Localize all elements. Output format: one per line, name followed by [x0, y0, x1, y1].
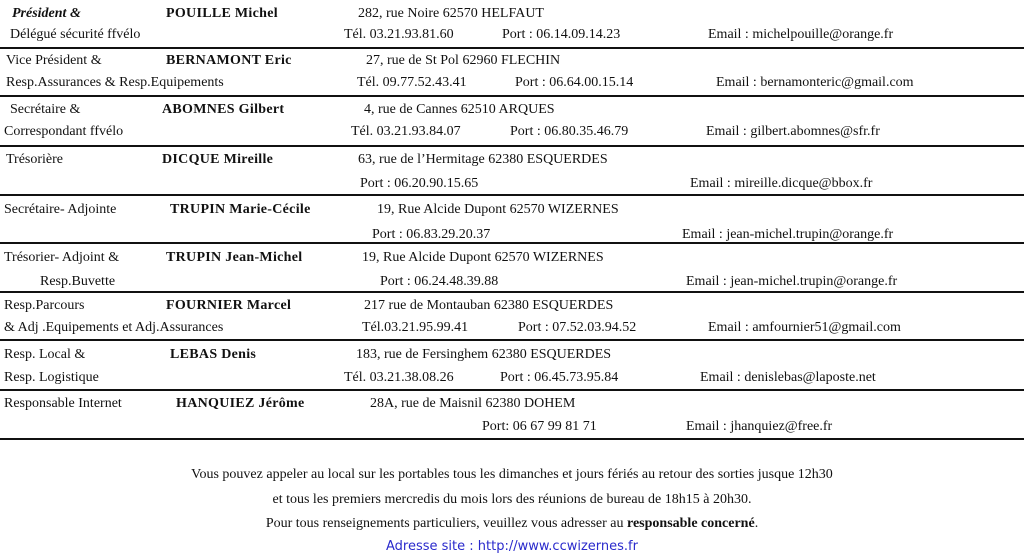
contact-row-trupin-marie-cecile: [0, 196, 1024, 244]
contact-name: BERNAMONT Eric: [166, 53, 292, 68]
contact-email: Email : jean-michel.trupin@orange.fr: [682, 227, 894, 242]
contact-row-bernamont: [0, 49, 1024, 97]
contact-phone: Tél.03.21.95.99.41: [362, 320, 469, 335]
contact-role-line1: Responsable Internet: [4, 396, 122, 411]
contact-address: 282, rue Noire 62570 HELFAUT: [358, 6, 544, 21]
contact-name: POUILLE Michel: [166, 6, 278, 21]
contact-mobile: Port : 06.14.09.14.23: [502, 27, 621, 42]
footer-line-3-end: .: [754, 516, 759, 531]
contact-address: 183, rue de Fersinghem 62380 ESQUERDES: [356, 347, 612, 362]
contact-name: LEBAS Denis: [170, 347, 257, 362]
contact-mobile: Port : 06.80.35.46.79: [510, 124, 629, 139]
contact-address: 27, rue de St Pol 62960 FLECHIN: [366, 53, 561, 68]
contact-mobile: Port : 06.45.73.95.84: [500, 370, 619, 385]
contact-role-line2: Resp.Buvette: [40, 274, 116, 289]
contact-role-line1: Resp.Parcours: [4, 298, 85, 313]
footer-line-3-emphasis: responsable concerné: [627, 516, 755, 531]
contact-email: Email : jhanquiez@free.fr: [686, 419, 833, 434]
footer-line-2: et tous les premiers mercredis du mois lors des réunions de bureau de 18h15 à 20h30.: [272, 492, 752, 507]
site-address-link[interactable]: Adresse site : http://www.ccwizernes.fr: [386, 539, 638, 554]
contact-name: ABOMNES Gilbert: [162, 102, 285, 117]
contact-mobile: Port : 06.64.00.15.14: [515, 75, 634, 90]
contact-role-line2: & Adj .Equipements et Adj.Assurances: [4, 320, 224, 335]
contact-email: Email : amfournier51@gmail.com: [708, 320, 901, 335]
contact-mobile: Port : 06.24.48.39.88: [380, 274, 499, 289]
contact-mobile: Port : 07.52.03.94.52: [518, 320, 637, 335]
contact-row-pouille: [0, 0, 1024, 49]
contact-email: Email : michelpouille@orange.fr: [708, 27, 894, 42]
contact-phone: Tél. 03.21.93.84.07: [351, 124, 461, 139]
contact-mobile: Port : 06.20.90.15.65: [360, 176, 479, 191]
contact-name: HANQUIEZ Jérôme: [176, 396, 305, 411]
contact-role-line1: Trésorier- Adjoint &: [4, 250, 120, 265]
contact-role-line1: Secrétaire &: [10, 102, 81, 117]
contact-address: 63, rue de l’Hermitage 62380 ESQUERDES: [358, 152, 608, 167]
contact-role-line2: Correspondant ffvélo: [4, 124, 124, 139]
footer-line-1: Vous pouvez appeler au local sur les portables tous les dimanches et jours fériés au retour des sorties jusque 12h30: [191, 467, 833, 482]
footer-line-3: [0, 516, 1024, 532]
contact-email: Email : gilbert.abomnes@sfr.fr: [706, 124, 880, 139]
contact-mobile: Port: 06 67 99 81 71: [482, 419, 597, 434]
contact-role-line2: Resp. Logistique: [4, 370, 99, 385]
contact-phone: Tél. 03.21.38.08.26: [344, 370, 454, 385]
contact-role-line1: Vice Président &: [6, 53, 102, 68]
contact-mobile: Port : 06.83.29.20.37: [372, 227, 491, 242]
contact-name: TRUPIN Marie-Cécile: [170, 202, 311, 217]
contact-row-dicque: [0, 147, 1024, 196]
contact-name: TRUPIN Jean-Michel: [166, 250, 303, 265]
footer-notice: [0, 440, 1024, 559]
contact-email: Email : jean-michel.trupin@orange.fr: [686, 274, 898, 289]
contact-address: 28A, rue de Maisnil 62380 DOHEM: [370, 396, 576, 411]
contact-role-line1: Resp. Local &: [4, 347, 86, 362]
contact-row-fournier: [0, 293, 1024, 341]
footer-line-3-text: Pour tous renseignements particuliers, veuillez vous adresser au: [265, 516, 627, 531]
contact-address: 217 rue de Montauban 62380 ESQUERDES: [364, 298, 614, 313]
contact-name: FOURNIER Marcel: [166, 298, 292, 313]
contact-email: Email : bernamonteric@gmail.com: [716, 75, 914, 90]
contact-phone: Tél. 09.77.52.43.41: [357, 75, 467, 90]
contact-address: 19, Rue Alcide Dupont 62570 WIZERNES: [377, 202, 619, 217]
contact-role-line1: Président &: [12, 6, 81, 21]
contact-name: DICQUE Mireille: [162, 152, 274, 167]
contact-row-hanquiez: [0, 391, 1024, 440]
contact-role-line1: Trésorière: [6, 152, 64, 167]
contact-row-abomnes: [0, 97, 1024, 147]
contact-row-lebas: [0, 341, 1024, 391]
contact-phone: Tél. 03.21.93.81.60: [344, 27, 454, 42]
contact-email: Email : denislebas@laposte.net: [700, 370, 876, 385]
contact-role-line2: Délégué sécurité ffvélo: [10, 27, 141, 42]
contact-role-line1: Secrétaire- Adjointe: [4, 202, 117, 217]
contact-email: Email : mireille.dicque@bbox.fr: [690, 176, 873, 191]
contact-row-trupin-jean-michel: [0, 244, 1024, 293]
contact-address: 4, rue de Cannes 62510 ARQUES: [364, 102, 555, 117]
contact-role-line2: Resp.Assurances & Resp.Equipements: [6, 75, 224, 90]
contact-address: 19, Rue Alcide Dupont 62570 WIZERNES: [362, 250, 604, 265]
